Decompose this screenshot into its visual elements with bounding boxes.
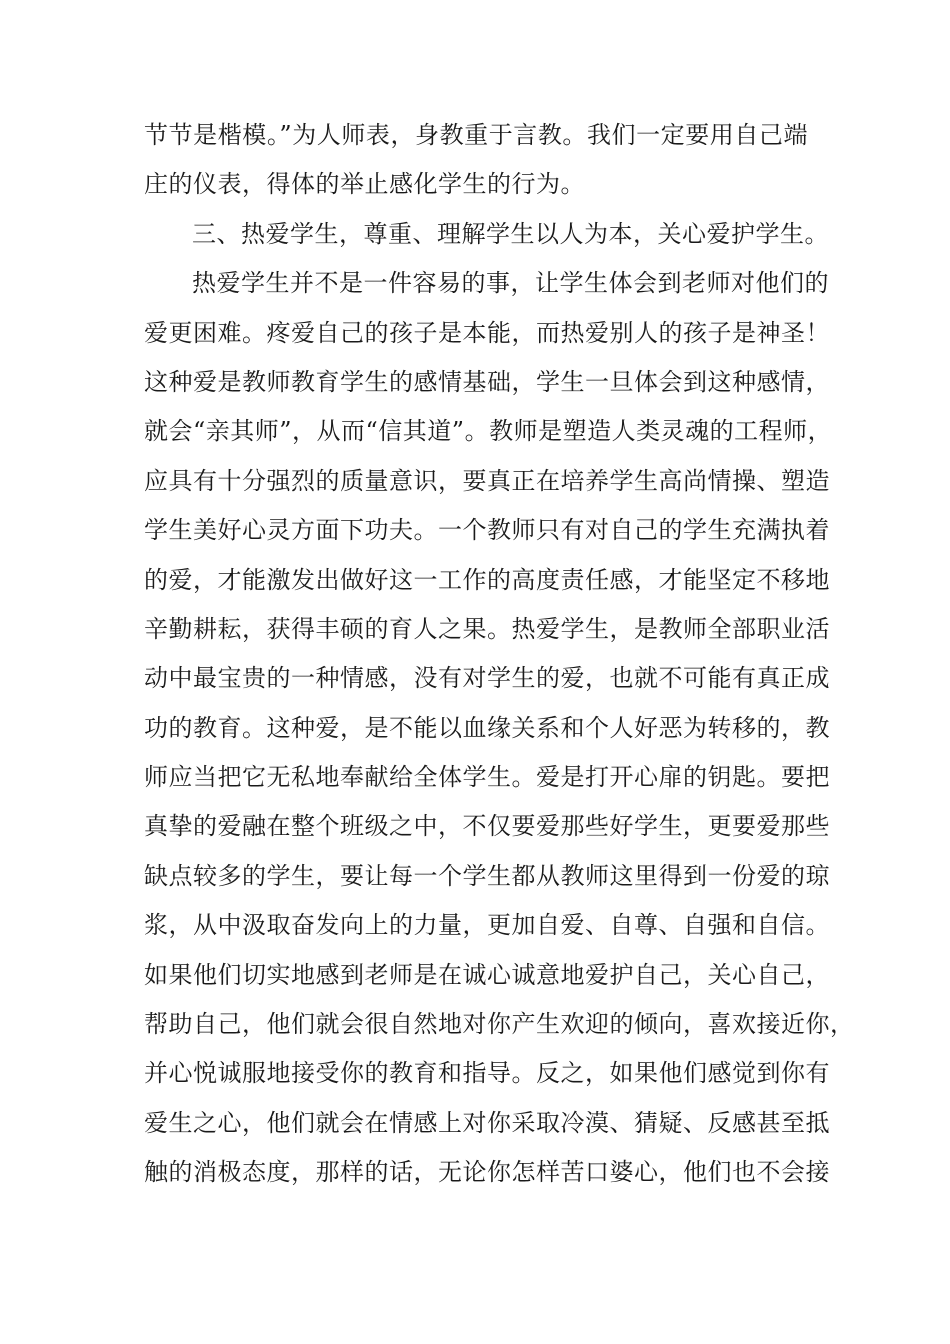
text-line: 就会“亲其师”，从而“信其道”。教师是塑造人类灵魂的工程师，	[144, 417, 833, 446]
section-heading: 三、热爱学生，尊重、理解学生以人为本，关心爱护学生。	[192, 219, 829, 248]
text-line: 辛勤耕耘，获得丰硕的育人之果。热爱学生，是教师全部职业活	[144, 614, 830, 643]
text-line: 爱生之心，他们就会在情感上对你采取冷漠、猜疑、反感甚至抵	[144, 1108, 830, 1137]
text-line: 功的教育。这种爱，是不能以血缘关系和个人好恶为转移的，教	[144, 713, 830, 742]
text-line: 缺点较多的学生，要让每一个学生都从教师这里得到一份爱的琼	[144, 861, 830, 890]
text-line: 学生美好心灵方面下功夫。一个教师只有对自己的学生充满执着	[144, 516, 830, 545]
text-line: 应具有十分强烈的质量意识，要真正在培养学生高尚情操、塑造	[144, 466, 830, 495]
text-line: 的爱，才能激发出做好这一工作的高度责任感，才能坚定不移地	[144, 565, 830, 594]
text-line: 节节是楷模。”为人师表，身教重于言教。我们一定要用自己端	[144, 121, 808, 149]
text-line: 这种爱是教师教育学生的感情基础，学生一旦体会到这种感情，	[144, 367, 830, 396]
text-line: 真挚的爱融在整个班级之中，不仅要爱那些好学生，更要爱那些	[144, 812, 830, 841]
text-line: 帮助自己，他们就会很自然地对你产生欢迎的倾向，喜欢接近你，	[144, 1010, 855, 1039]
text-line: 动中最宝贵的一种情感，没有对学生的爱，也就不可能有真正成	[144, 664, 830, 693]
text-line: 爱更困难。疼爱自己的孩子是本能，而热爱别人的孩子是神圣！	[144, 318, 830, 347]
text-line: 热爱学生并不是一件容易的事，让学生体会到老师对他们的	[192, 269, 829, 298]
text-line: 庄的仪表，得体的举止感化学生的行为。	[144, 170, 585, 199]
text-line: 师应当把它无私地奉献给全体学生。爱是打开心扉的钥匙。要把	[144, 763, 830, 792]
text-line: 如果他们切实地感到老师是在诚心诚意地爱护自己，关心自己，	[144, 960, 830, 989]
body-text	[144, 111, 855, 1198]
text-line: 浆，从中汲取奋发向上的力量，更加自爱、自尊、自强和自信。	[144, 911, 830, 940]
text-line: 并心悦诚服地接受你的教育和指导。反之，如果他们感觉到你有	[144, 1059, 830, 1088]
text-line: 触的消极态度，那样的话，无论你怎样苦口婆心，他们也不会接	[144, 1158, 830, 1187]
